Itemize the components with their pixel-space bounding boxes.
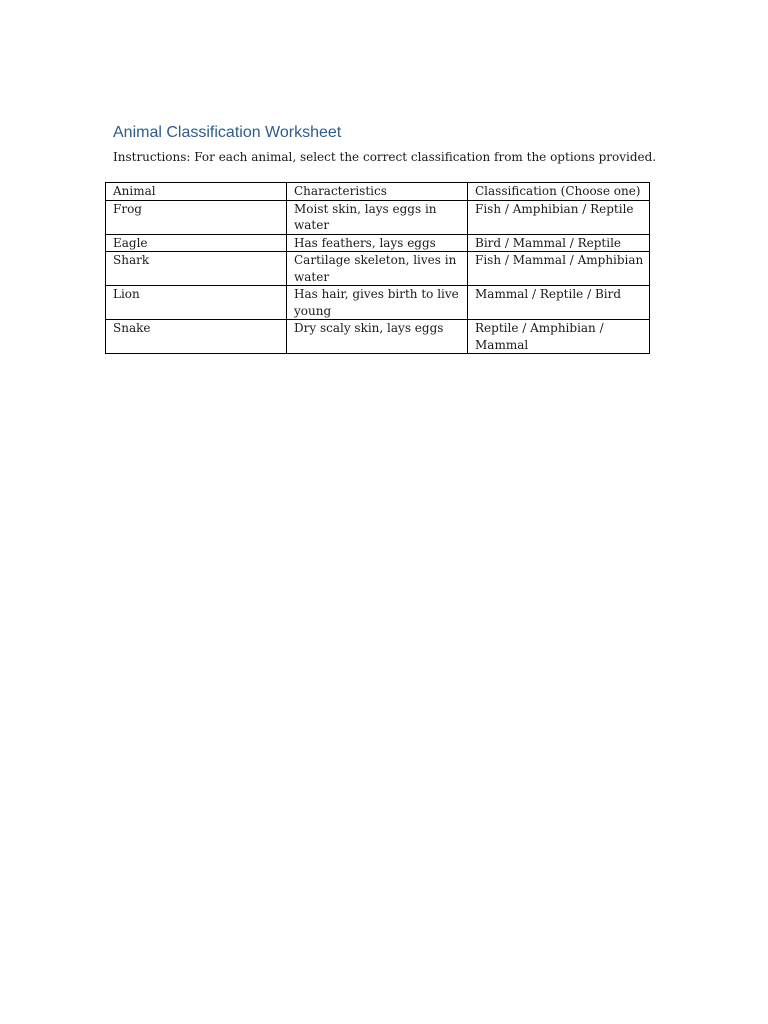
header-animal: Animal — [106, 183, 287, 201]
table-row — [106, 252, 650, 286]
classification-cell: Mammal / Reptile / Bird — [468, 286, 650, 320]
animal-cell: Snake — [106, 320, 287, 354]
header-characteristics: Characteristics — [287, 183, 468, 201]
instructions-text: Instructions: For each animal, select the correct classification from the options provided. — [113, 150, 657, 164]
characteristics-cell: Cartilage skeleton, lives in water — [287, 252, 468, 286]
animal-cell: Frog — [106, 200, 287, 234]
characteristics-cell: Dry scaly skin, lays eggs — [287, 320, 468, 354]
header-classification: Classification (Choose one) — [468, 183, 650, 201]
characteristics-cell: Has feathers, lays eggs — [287, 234, 468, 252]
table-header-row — [106, 183, 650, 201]
classification-cell: Reptile / Amphibian / Mammal — [468, 320, 650, 354]
classification-cell: Fish / Mammal / Amphibian — [468, 252, 650, 286]
classification-cell: Fish / Amphibian / Reptile — [468, 200, 650, 234]
characteristics-cell: Moist skin, lays eggs in water — [287, 200, 468, 234]
table-row — [106, 320, 650, 354]
animal-cell: Lion — [106, 286, 287, 320]
page-title: Animal Classification Worksheet — [113, 124, 342, 141]
classification-table — [105, 182, 650, 354]
classification-cell: Bird / Mammal / Reptile — [468, 234, 650, 252]
table-row — [106, 234, 650, 252]
animal-cell: Eagle — [106, 234, 287, 252]
animal-cell: Shark — [106, 252, 287, 286]
table-row — [106, 200, 650, 234]
table-row — [106, 286, 650, 320]
characteristics-cell: Has hair, gives birth to live young — [287, 286, 468, 320]
